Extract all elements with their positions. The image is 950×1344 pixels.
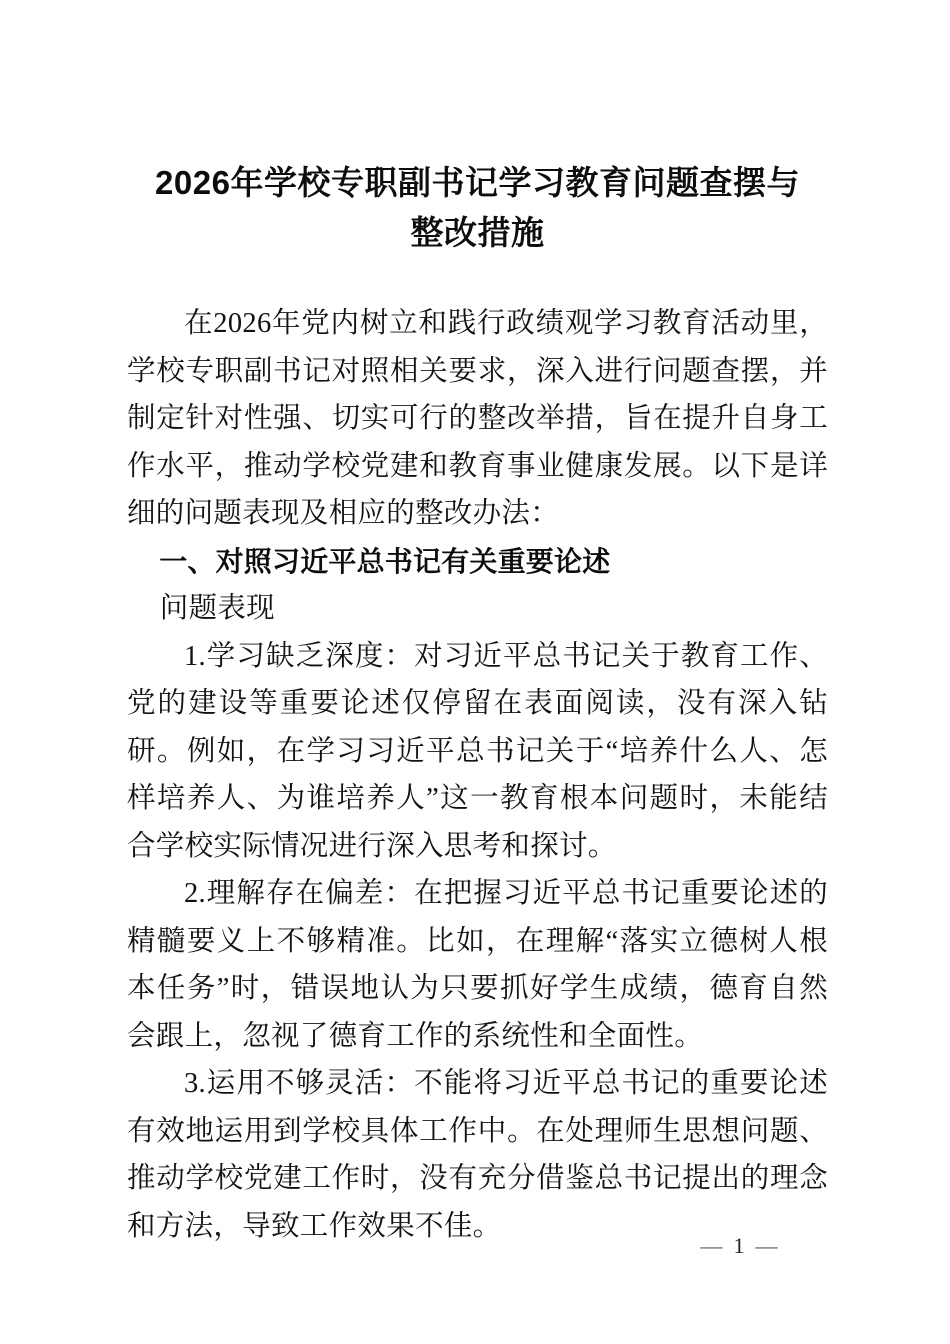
page-content xyxy=(127,0,828,1250)
page-title-line-1: 2026年学校专职副书记学习教育问题查摆与 xyxy=(155,164,800,201)
page-number: 1 xyxy=(733,1233,747,1258)
section-heading-1: 一、对照习近平总书记有关重要论述 xyxy=(159,545,611,577)
footer-dash-left: — xyxy=(700,1233,725,1258)
footer-dash-right: — xyxy=(755,1233,780,1258)
page-number-group xyxy=(701,1233,780,1259)
lead-paragraph: 在2026年党内树立和践行政绩观学习教育活动里，学校专职副书记对照相关要求，深入进行问题查摆，并制定针对性强、切实可行的整改举措，旨在提升自身工作水平，推动学校党建和教育事业健康发展。以下是详细的问题表现及相应的整改办法： xyxy=(127,308,828,529)
page-title-line-2: 整改措施 xyxy=(410,214,545,251)
section-item-2: 2.理解存在偏差：在把握习近平总书记重要论述的精髓要义上不够精准。比如，在理解“落实立德树人根本任务”时，错误地认为只要抓好学生成绩，德育自然会跟上，忽视了德育工作的系统性和全面性。 xyxy=(127,878,828,1052)
page-title xyxy=(127,0,828,258)
section-item-1: 1.学习缺乏深度：对习近平总书记关于教育工作、党的建设等重要论述仅停留在表面阅读，没有深入钻研。例如，在学习习近平总书记关于“培养什么人、怎样培养人、为谁培养人”这一教育根本问题时，未能结合学校实际情况进行深入思考和探讨。 xyxy=(127,640,828,862)
page-footer xyxy=(0,1233,950,1259)
section-item-3: 3.运用不够灵活：不能将习近平总书记的重要论述有效地运用到学校具体工作中。在处理师生思想问题、推动学校党建工作时，没有充分借鉴总书记提出的理念和方法，导致工作效果不佳。 xyxy=(127,1068,828,1242)
section-subheading-problem-manifestation: 问题表现 xyxy=(159,593,275,624)
